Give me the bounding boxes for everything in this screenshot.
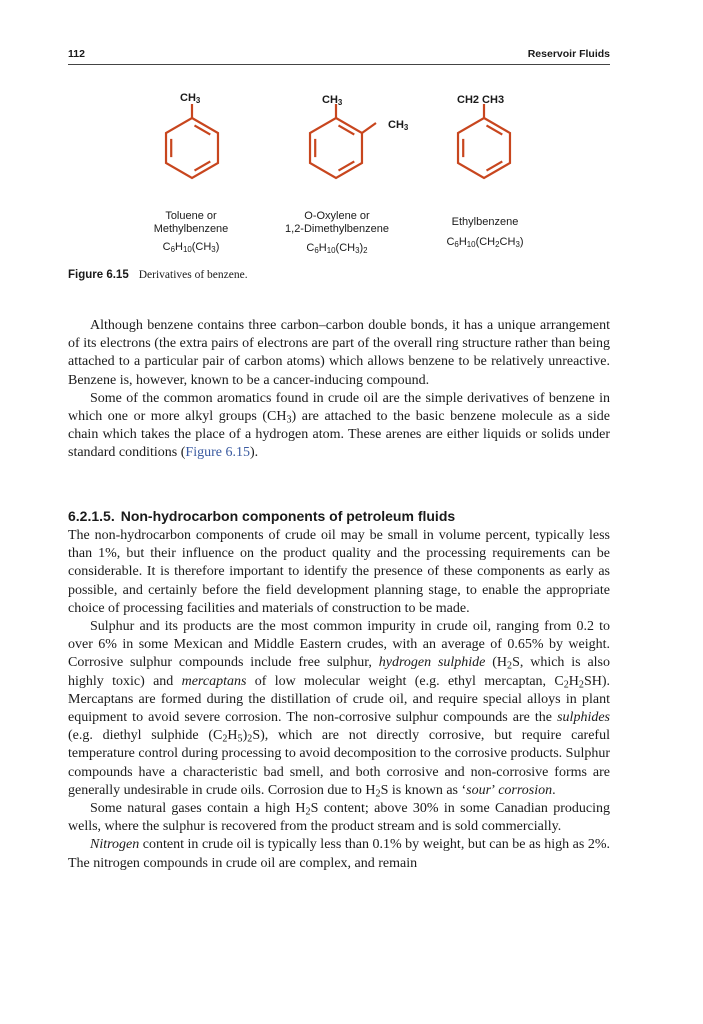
figure-number: Figure 6.15 — [68, 269, 129, 281]
toluene-caption — [136, 210, 246, 236]
oxylene-ch3-label-side: $CH_3$ — [388, 119, 409, 132]
paragraph-aromatics: Some of the common aromatics found in crude oil are the simple derivatives of benzene in which one or more alkyl groups $(CH_3)$ are attached to the basic benzene molecule as a side chain which takes the place of a hydrogen atom. These arenes are either liquids or solids under standard conditions (Figure 6.15). — [68, 390, 610, 461]
page-header — [68, 44, 610, 65]
paragraph-non-hydrocarbon: The non-hydrocarbon components of crude oil may be small in volume percent, typically less than 1%, but their influence on the product quality and the processing requirements can be considerable. It is therefore important to identify the presence of these components as early as possible, and certainly before the field development planning stage, to enable the appropriate choice of processing facilities and materials of construction to be made. — [68, 528, 610, 616]
toluene-name-line2: Methylbenzene — [153, 223, 229, 235]
ethylbenzene-label: CH2 CH3 — [457, 94, 505, 106]
oxylene-ring — [310, 118, 362, 178]
oxylene-formula: $C_6H_{10}(CH_3)_2$ — [306, 242, 368, 255]
toluene-ch3-label: $CH_3$ — [180, 92, 201, 105]
oxylene-side-chain-bond-2 — [362, 123, 376, 133]
paragraph-sulphur: Sulphur and its products are the most common impurity in crude oil, ranging from 0.2 to over 6% in some Mexican and Middle Eastern crudes, with an average of 0.65% by weight. Corrosive sulphur compounds include free sulphur, hydrogen sulphide ($H_2S$, which is also highly toxic) and mercaptans of low molecular weight (e.g. ethyl mercaptan, $C_2H_2SH$). Mercaptans are formed during the distillation of crude oil, and require special alloys in plant equipment to avoid severe corrosion. The non-corrosive sulphur compounds are the sulphides (e.g. diethyl sulphide $(C_2H_5)_2S$), which are not directly corrosive, but require careful temperature control during processing to avoid decomposition to the corrosive products. Sulphur compounds have a characteristic bad smell, and both corrosive and non-corrosive forms are generally undesirable in crude oils. Corrosion due to $H_2S$ is known as ‘sour’ corrosion. — [68, 619, 611, 800]
toluene-ring — [166, 118, 218, 178]
oxylene-ch3-label-top: $CH_3$ — [322, 94, 343, 107]
intro-text — [68, 317, 610, 463]
figure-caption-text: Derivatives of benzene. — [138, 269, 248, 281]
ethylbenzene-name: Ethylbenzene — [451, 216, 519, 228]
section-heading — [68, 508, 461, 524]
section-number: 6.2.1.5. — [68, 508, 115, 524]
ethylbenzene-ring — [458, 118, 510, 178]
ethylbenzene-caption — [430, 216, 540, 229]
oxylene-name-line2: 1,2-Dimethylbenzene — [285, 223, 389, 235]
running-title: Reservoir Fluids — [527, 48, 610, 60]
ethylbenzene-formula: $C_6H_{10}(CH_2CH_3)$ — [446, 236, 524, 249]
figure-caption — [68, 269, 248, 281]
paragraph-nitrogen: Nitrogen content in crude oil is typically less than 0.1% by weight, but can be as high as 2%. The nitrogen compounds in crude oil are complex, and remain — [68, 837, 610, 871]
paragraph-natural-gas: Some natural gases contain a high $H_2S$ content; above 30% in some Canadian producing wells, where the sulphur is recovered from the product stream and is sold commercially. — [68, 801, 610, 835]
paragraph-benzene: Although benzene contains three carbon–carbon double bonds, it has a unique arrangement of its electrons (the extra pairs of electrons are part of the overall ring structure rather than being attached to a particular pair of carbon atoms) which allows benzene to be relatively unreactive. Benzene is, however, known to be a cancer-inducing compound. — [68, 318, 610, 388]
oxylene-caption — [272, 210, 402, 236]
oxylene-name-line1: O-Oxylene or — [304, 210, 370, 222]
toluene-name-line1: Toluene or — [165, 210, 217, 222]
benzene-derivatives-figure — [100, 86, 580, 266]
page-number: 112 — [68, 48, 85, 60]
section-text — [68, 527, 610, 873]
section-title: Non-hydrocarbon components of petroleum fluids — [120, 508, 456, 524]
toluene-formula: $C_6H_{10}(CH_3)$ — [162, 241, 220, 254]
